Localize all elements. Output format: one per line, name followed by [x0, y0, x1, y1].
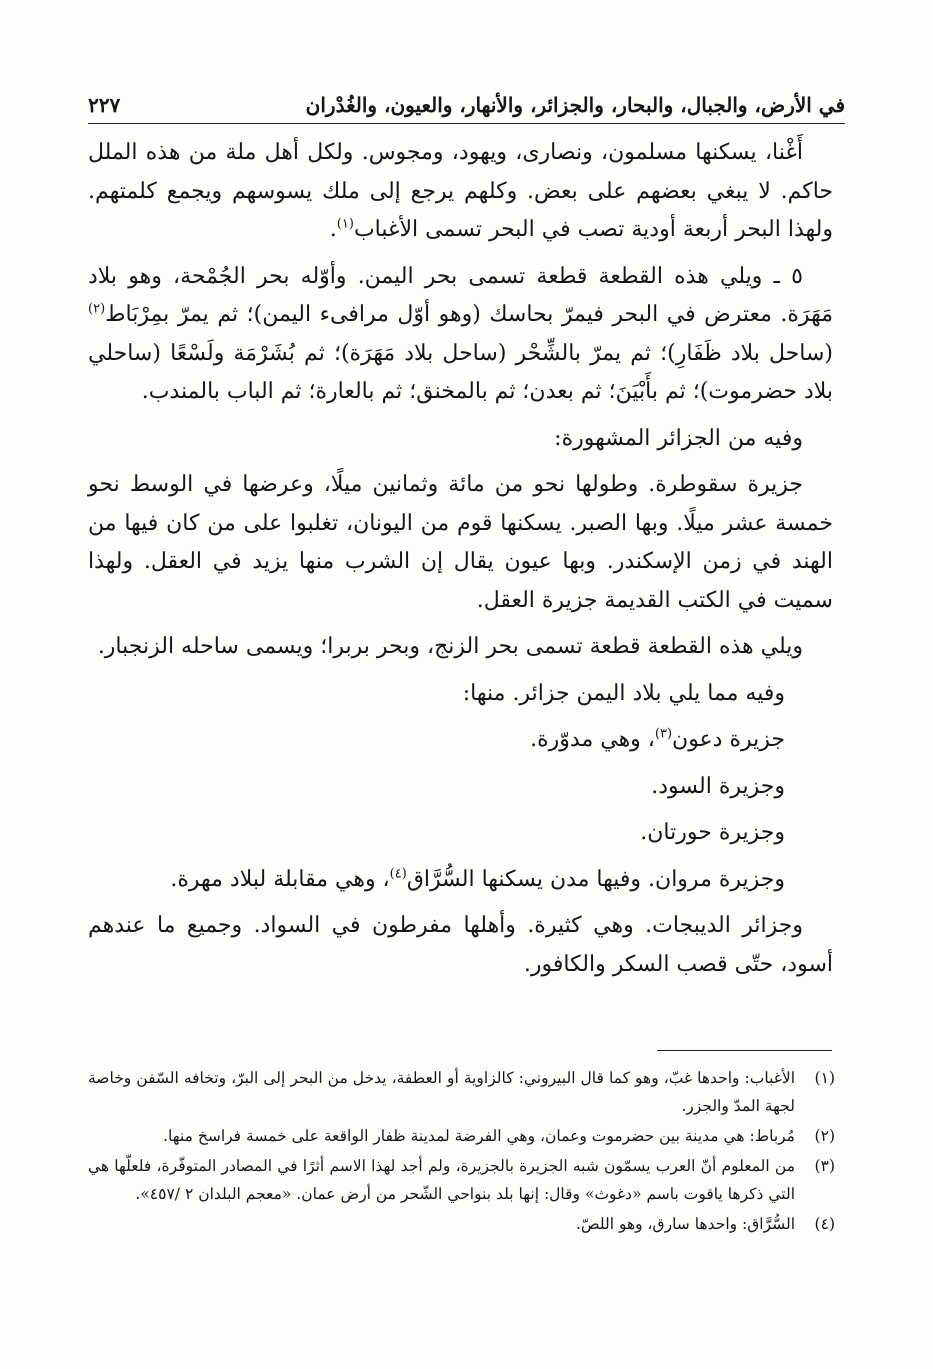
footnote-text: من المعلوم أنّ العرب يسمّون شبه الجزيرة بالجزيرة، ولم أجد لهذا الاسم أثرًا في المصادر المتوفّرة، فلعلّها هي التي ذكرها ياقوت باسم «دغوث» وقال: إنها بلد بنواحي الشّحر من أرض عمان. «معجم البلدان ٢ /٤٥٧». — [88, 1157, 795, 1203]
footnote-text: السُّرَّاق: واحدها سارق، وهو اللصّ. — [575, 1215, 795, 1233]
paragraph: ويلي هذه القطعة قطعة تسمى بحر الزنج، وبحر بربرا؛ ويسمى ساحله الزنجبار. — [97, 634, 803, 659]
paragraph: جزيرة سقوطرة. وطولها نحو من مائة وثمانين ميلًا، وعرضها في الوسط نحو خمسة عشر ميلًا. وبها الصبر. يسكنها قوم من اليونان، تغلبوا على من كان فيها من الهند في زمن الإسكندر. وبها عيون يقال إن الشرب منها يزيد في العقل. ولهذا سميت في الكتب القديمة جزيرة العقل. — [88, 472, 833, 613]
running-header — [88, 84, 845, 124]
footnote-text: الأغباب: واحدها غبّ، وهو كما قال البيروني: كالزاوية أو العطفة، يدخل من البحر إلى البرّ، وتخافه السّفن وخاصة لجهة المدّ والجزر. — [88, 1069, 795, 1115]
footnote — [88, 1122, 835, 1150]
footnotes — [88, 1064, 835, 1240]
footnote-number: (٣) — [814, 1157, 835, 1175]
paragraph: ٥ ـ ويلي هذه القطعة قطعة تسمى بحر اليمن. وأوّله بحر الجُمْحة، وهو بلاد مَهَرَة. معترض في البحر فيمرّ بحاسك (وهو أوّل مرافىء اليمن)؛ ثم يمرّ بمِرْبَاط$^{(٢)}$ (ساحل بلاد ظَفَارِ)؛ ثم يمرّ بالشِّحْر (ساحل بلاد مَهَرَة)؛ ثم بُشَرْمَة ولَسْعًا (ساحلي بلاد حضرموت)؛ ثم بأَبْيَنَ؛ ثم بعدن؛ ثم بالمخنق؛ ثم بالعارة؛ ثم الباب بالمندب. — [88, 263, 833, 404]
paragraph: وجزائر الديبجات. وهي كثيرة. وأهلها مفرطون في السواد. وجميع ما عندهم أسود، حتّى قصب السكر والكافور. — [88, 913, 833, 977]
paragraph: جزيرة دعون$^{(٣)}$، وهي مدوّرة. — [530, 726, 785, 752]
footnote — [88, 1152, 835, 1208]
footnote-number: (٢) — [814, 1127, 835, 1145]
paragraph: وفيه من الجزائر المشهورة: — [554, 425, 803, 451]
paragraph: وجزيرة مروان. وفيها مدن يسكنها السُّرَّاق$^{(٤)}$، وهي مقابلة لبلاد مهرة. — [170, 866, 785, 892]
footnote-ref: (٣) — [654, 726, 673, 742]
paragraph: وجزيرة حورتان. — [640, 820, 785, 845]
header-title: في الأرض، والجبال، والبحار، والجزائر، والأنهار، والعيون، والغُدْران — [305, 93, 845, 117]
footnote-ref: (٤) — [389, 866, 407, 882]
footnote-text: مُرباط: هي مدينة بين حضرموت وعمان، وهي الفرضة لمدينة ظفار الواقعة على خمسة فراسخ منها. — [163, 1127, 795, 1145]
footnote-number: (٤) — [814, 1215, 835, 1233]
paragraph: أَغْنا، يسكنها مسلمون، ونصارى، ويهود، ومجوس. ولكل أهل ملة من هذه الملل حاكم. لا يبغي بعضهم على بعض. وكلهم يرجع إلى ملك يسوسهم ويجمع كلمتهم. ولهذا البحر أربعة أودية تصب في البحر تسمى الأغباب$^{(١)}$. — [88, 140, 833, 242]
main-text — [88, 134, 833, 984]
footnote-ref: (٢) — [88, 301, 106, 317]
page-number: ٢٢٧ — [88, 93, 121, 117]
paragraph: وجزيرة السود. — [651, 773, 785, 799]
footnote-ref: (١) — [336, 216, 354, 232]
paragraph: وفيه مما يلي بلاد اليمن جزائر. منها: — [462, 680, 785, 706]
footnote-divider — [657, 1050, 832, 1051]
footnote-number: (١) — [814, 1069, 835, 1087]
footnote — [88, 1064, 835, 1120]
footnote — [88, 1210, 835, 1238]
